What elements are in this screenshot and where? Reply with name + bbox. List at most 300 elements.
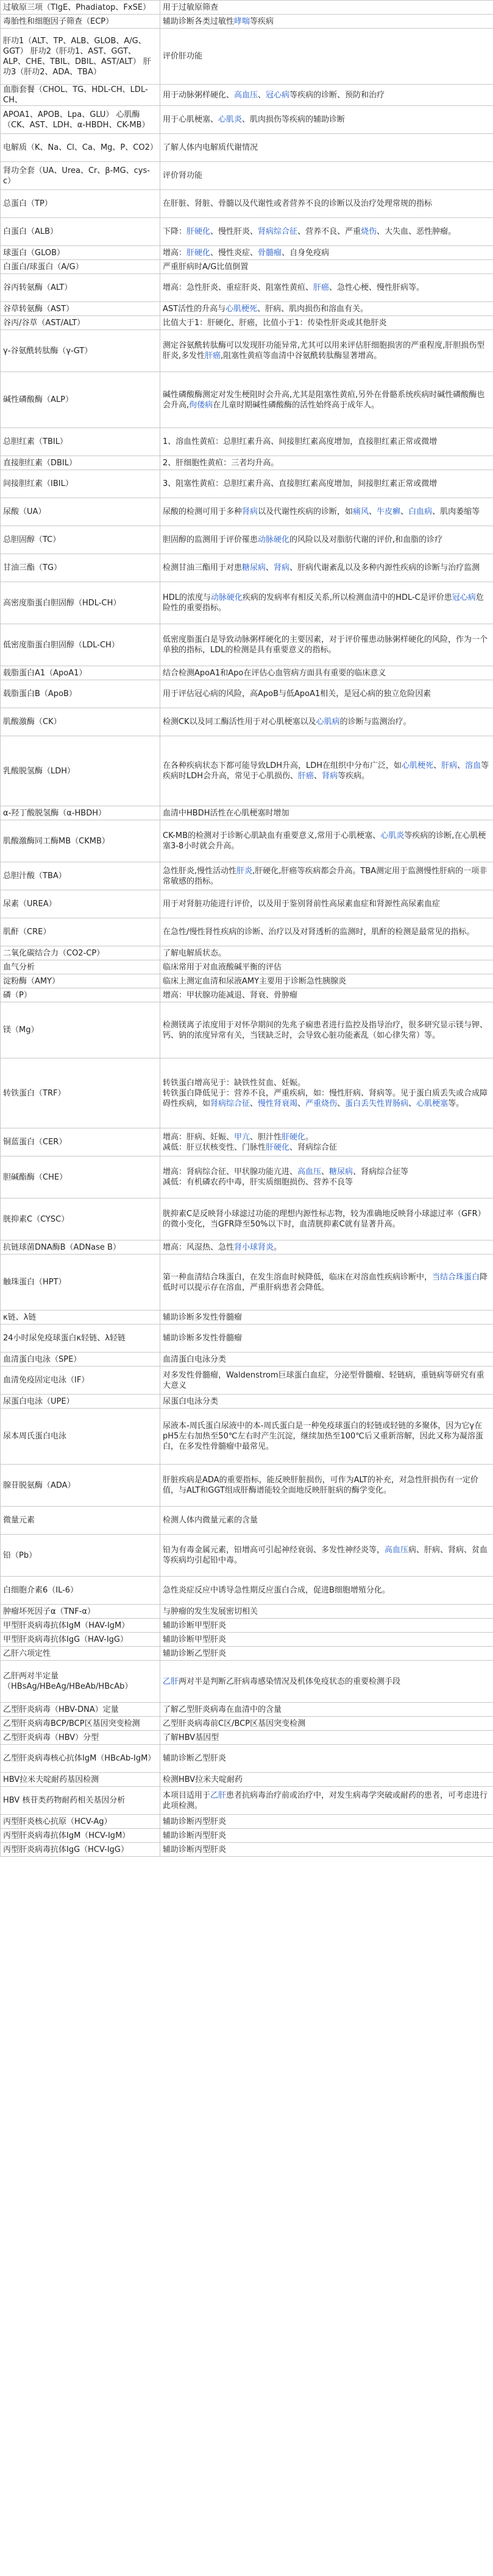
table-row: [1, 15, 493, 29]
description-text: 、: [297, 1099, 306, 1108]
description-text: 、: [433, 761, 442, 770]
test-name-cell: α-羟丁酸脱氢酶（α-HBDH）: [1, 806, 160, 820]
test-description-cell: [160, 1577, 493, 1605]
test-name-cell: 白细胞介素6（IL-6）: [1, 1577, 160, 1605]
test-description-cell: [160, 372, 493, 428]
test-description-cell: [160, 918, 493, 946]
description-text: 增高：: [163, 248, 187, 258]
table-row: [1, 554, 493, 582]
table-row: [1, 1156, 493, 1198]
test-name-cell: 血气分析: [1, 960, 160, 974]
description-text: 低密度脂蛋白是导致动脉粥样硬化的主要因素，对于评价罹患动脉粥样硬化的风险，作为一个单独的指标，LDL的检测是具有重要意义的指标。: [163, 635, 488, 655]
test-description-cell: [160, 960, 493, 974]
test-description-cell: [160, 330, 493, 372]
description-text: 碱性磷酸酶测定对发生梗阻时会升高,尤其是阻塞性黄疸,另外在骨骼系统疾病时碱性磷酸酶也会升高,: [163, 390, 485, 410]
test-name-cell: 肾功全套（UA、Urea、Cr、β-MG、cys-c）: [1, 162, 160, 190]
test-name-cell: 血清蛋白电泳（SPE）: [1, 1353, 160, 1367]
description-text: 转铁蛋白增高见于：缺铁性贫血、妊娠。 转铁蛋白降低见于：营养不良，严重疾病，如：慢性肝病、肾病等。见于蛋白质丢失或合成障碍性疾病，如: [163, 1078, 488, 1108]
description-text: 了解HBV基因型: [163, 1733, 219, 1742]
keyword-link[interactable]: 肾病综合征: [210, 1099, 250, 1108]
test-description-cell: [160, 1745, 493, 1773]
description-text: 检测人体内微量元素的含量: [163, 1516, 258, 1525]
description-text: 以及代谢性疾病的诊断，如: [258, 507, 353, 516]
description-text: 下降：: [163, 227, 187, 236]
table-row: [1, 988, 493, 1002]
table-row: [1, 1787, 493, 1815]
keyword-link[interactable]: 肝癌: [205, 351, 221, 361]
description-text: 辅助诊断丙型肝炎: [163, 1817, 227, 1826]
table-row: [1, 1465, 493, 1507]
keyword-link[interactable]: 佝偻病: [189, 400, 213, 410]
table-row: [1, 1843, 493, 1857]
test-description-cell: [160, 106, 493, 134]
test-name-cell: κ链、λ链: [1, 1311, 160, 1325]
table-row: [1, 330, 493, 372]
description-text: 辅助诊断多发性骨髓瘤: [163, 1312, 243, 1322]
keyword-link[interactable]: 白血病: [408, 507, 433, 516]
description-text: 的诊断与监测治疗。: [339, 717, 411, 727]
test-name-cell: 二氧化碳结合力（CO2-CP）: [1, 946, 160, 960]
keyword-link[interactable]: 心肌梗死: [402, 761, 434, 770]
description-text: 辅助诊断多发性骨髓瘤: [163, 1334, 243, 1343]
keyword-link[interactable]: 肝病: [441, 761, 458, 770]
keyword-link[interactable]: 溶血: [465, 761, 481, 770]
description-text: 、急性心梗、慢性肝病等。: [329, 283, 425, 292]
test-name-cell: 谷丙转氨酶（ALT）: [1, 274, 160, 302]
description-text: 用于心肌梗塞、: [163, 115, 219, 124]
test-name-cell: 甲型肝炎病毒抗体IgG（HAV-IgG）: [1, 1633, 160, 1647]
table-row: [1, 1325, 493, 1353]
test-name-cell: 镁（Mg）: [1, 1002, 160, 1058]
test-description-cell: [160, 1240, 493, 1255]
test-description-cell: [160, 1773, 493, 1787]
keyword-link[interactable]: 肾病: [242, 507, 258, 516]
description-text: 、肝病、肌肉损伤和溶血有关。: [257, 304, 369, 314]
table-row: [1, 1, 493, 15]
description-text: 。: [274, 1242, 282, 1252]
description-text: 增高：肾病综合征、甲状腺功能亢进、: [163, 1167, 298, 1177]
test-name-cell: 白蛋白/球蛋白（A/G）: [1, 260, 160, 274]
test-description-cell: [160, 1633, 493, 1647]
keyword-link[interactable]: 高血压: [234, 90, 258, 100]
description-text: 血清蛋白电泳分类: [163, 1354, 227, 1364]
description-text: 患者抗病毒治疗前或治疗中，对发生病毒学突破或耐药的患者，可考虑进行此项检测。: [163, 1790, 488, 1811]
table-row: [1, 1661, 493, 1703]
table-row: [1, 1255, 493, 1311]
description-text: 、胆汁性: [250, 1132, 282, 1142]
test-description-cell: [160, 1255, 493, 1311]
table-row: [1, 1128, 493, 1156]
description-text: 用于动脉粥样硬化、: [163, 90, 235, 100]
keyword-link[interactable]: 冠心病: [266, 90, 290, 100]
test-description-cell: [160, 1843, 493, 1857]
table-body: [1, 1, 493, 1857]
table-row: [1, 456, 493, 470]
table-row: [1, 428, 493, 456]
description-text: 在儿童时期碱性磷酸酶的活性始终高于成年人。: [213, 400, 380, 410]
description-text: 。 减低：肝豆状核变性、门脉性: [163, 1132, 314, 1152]
table-row: [1, 582, 493, 624]
keyword-link[interactable]: 慢性肾衰竭: [258, 1099, 298, 1108]
test-name-cell: 尿蛋白电泳（UPE）: [1, 1395, 160, 1409]
keyword-link[interactable]: 肝癌: [313, 283, 330, 292]
keyword-link[interactable]: 动脉硬化: [211, 593, 243, 602]
description-text: 本项目适用于: [163, 1790, 211, 1800]
test-name-cell: 乙肝两对半定量（HBsAg/HBeAg/HBeAb/HBcAb）: [1, 1661, 160, 1703]
table-row: [1, 1002, 493, 1058]
table-row: [1, 946, 493, 960]
keyword-link[interactable]: 糖尿病: [329, 1167, 353, 1177]
description-text: 、肾病综合征等 减低：有机磷农药中毒，肝实质细胞损伤、营养不良等: [163, 1167, 409, 1187]
test-description-cell: [160, 470, 493, 498]
table-row: [1, 1605, 493, 1619]
test-name-cell: HBV 核苷类药物耐药相关基因分析: [1, 1787, 160, 1815]
test-name-cell: 肿瘤坏死因子α（TNF-α）: [1, 1605, 160, 1619]
table-row: [1, 1353, 493, 1367]
description-text: 检测镁离子浓度用于对怀孕期间的先兆子痫患者进行监控及指导治疗，很多研究显示镁与钾、钙、钠的浓度异常有关，当镁缺乏时，会导致心脏功能紊乱（如心律失常）等。: [163, 1020, 488, 1040]
table-row: [1, 162, 493, 190]
table-row: [1, 1829, 493, 1843]
test-name-cell: 尿酸（UA）: [1, 498, 160, 526]
test-description-cell: [160, 1661, 493, 1703]
description-text: 、: [258, 90, 266, 100]
description-text: 辅助诊断各类过敏性: [163, 16, 235, 26]
keyword-link[interactable]: 心肌梗死: [225, 304, 258, 314]
test-description-cell: [160, 862, 493, 890]
description-text: 等疾病时LDH会升高，常见于心肌损伤、: [163, 761, 489, 781]
keyword-link[interactable]: 肾病: [274, 563, 290, 572]
test-name-cell: 总胆汁酸（TBA）: [1, 862, 160, 890]
test-name-cell: 胆碱酯酶（CHE）: [1, 1156, 160, 1198]
test-name-cell: 低密度脂蛋白胆固醇（LDL-CH）: [1, 624, 160, 666]
description-text: 急性肝炎,慢性活动性: [163, 866, 237, 876]
keyword-link[interactable]: 甲亢: [234, 1132, 250, 1142]
description-text: 、营养不良、严重: [297, 227, 361, 236]
description-text: 尿液本-周氏蛋白尿液中的本-周氏蛋白是一种免疫球蛋白的轻链或轻链的多聚体，因为它γ在pH5左右加热至50℃左右时产生沉淀，继续加热至100℃后又重新溶解，因此又称为凝溶蛋白，在多发性骨髓瘤中最常见。: [163, 1421, 483, 1451]
table-row: [1, 736, 493, 806]
description-text: 等疾病的诊断,在心肌梗塞3-8小时就会升高。: [163, 831, 486, 851]
keyword-link[interactable]: 心肌梗塞: [416, 1099, 449, 1108]
keyword-link[interactable]: 严重烧伤: [305, 1099, 338, 1108]
keyword-link[interactable]: 高血压: [385, 1546, 409, 1555]
test-name-cell: 血脂套餐（CHOL、TG、HDL-CH、LDL-CH、: [1, 85, 160, 106]
test-description-cell: [160, 498, 493, 526]
test-description-cell: [160, 15, 493, 29]
test-description-cell: [160, 260, 493, 274]
description-text: 3、阻塞性黄疸：总胆红素升高、直接胆红素高度增加，间接胆红素正常或微增: [163, 479, 438, 488]
test-name-cell: 肝功1（ALT、TP、ALB、GLOB、A/G、GGT） 肝功2（肝功1、AST、GGT、ALP、CHE、TBIL、DBIL、AST/ALT） 肝功3（肝功2、ADA、TBA）: [1, 29, 160, 85]
test-description-cell: [160, 526, 493, 554]
test-name-cell: 谷草转氨酶（AST）: [1, 302, 160, 316]
table-row: [1, 316, 493, 330]
test-name-cell: 乙型肝炎病毒核心抗体IgM（HBcAb-IgM）: [1, 1745, 160, 1773]
description-text: 铅为有毒金属元素，铅增高可引起神经衰弱、多发性神经炎等，: [163, 1546, 385, 1555]
test-name-cell: 丙型肝炎病毒抗体IgG（HCV-IgG）: [1, 1843, 160, 1857]
test-description-cell: [160, 806, 493, 820]
table-row: [1, 1535, 493, 1577]
description-text: 、: [321, 1167, 330, 1177]
test-description-cell: [160, 1605, 493, 1619]
keyword-link[interactable]: 烧伤: [361, 227, 377, 236]
description-text: 肝脏疾病是ADA的重要指标，能反映肝脏损伤，可作为ALT的补充，对急性肝损伤有一定价值，与ALT和GGT组成肝酶谱能较全面地反映肝脏病的酶学变化。: [163, 1476, 478, 1495]
description-text: ,肝硬化,肝癌等疾病都会升高。TBA测定用于监测慢性肝病的一项非常敏感的指标。: [163, 866, 488, 886]
description-text: CK-MB的检测对于诊断心肌缺血有重要意义,常用于心肌梗塞、: [163, 831, 381, 840]
keyword-link[interactable]: 蛋白丢失性胃肠病: [345, 1099, 409, 1108]
table-row: [1, 1311, 493, 1325]
keyword-link[interactable]: 心肌炎: [218, 115, 243, 124]
test-description-cell: [160, 1829, 493, 1843]
description-text: 、: [250, 1099, 258, 1108]
test-description-cell: [160, 1717, 493, 1731]
keyword-link[interactable]: 心肌炎: [380, 831, 405, 840]
test-description-cell: [160, 29, 493, 85]
description-text: 病、肝病、肾病、贫血等疾病均引起铅中毒。: [163, 1546, 488, 1565]
test-name-cell: 直接胆红素（DBIL）: [1, 456, 160, 470]
description-text: AST活性的升高与: [163, 304, 226, 314]
test-description-cell: [160, 1325, 493, 1353]
description-text: 等疾病的诊断、预防和治疗: [289, 90, 385, 100]
test-description-cell: [160, 1535, 493, 1577]
test-name-cell: γ-谷氨酰转肽酶（γ-GT）: [1, 330, 160, 372]
keyword-link[interactable]: 痛风: [353, 507, 369, 516]
test-description-cell: [160, 554, 493, 582]
table-row: [1, 1745, 493, 1773]
test-description-cell: [160, 890, 493, 918]
description-text: 、: [457, 761, 466, 770]
test-name-cell: HBV拉米夫啶耐药基因检测: [1, 1773, 160, 1787]
test-name-cell: 血清免疫固定电泳（IF）: [1, 1367, 160, 1395]
test-description-cell: [160, 1, 493, 15]
table-row: [1, 1507, 493, 1535]
keyword-link[interactable]: 高血压: [297, 1167, 322, 1177]
description-text: 检测HBV拉米夫啶耐药: [163, 1775, 243, 1784]
test-description-cell: [160, 1395, 493, 1409]
table-row: [1, 1647, 493, 1661]
description-text: 、: [314, 772, 322, 781]
test-description-cell: [160, 1353, 493, 1367]
description-text: 在各种疾病状态下都可能导致LDH升高，LDH在组织中分布广泛，如: [163, 761, 402, 770]
test-name-cell: 总胆固醇（TC）: [1, 526, 160, 554]
test-name-cell: 电解质（K、Na、Cl、Ca、Mg、P、CO2）: [1, 134, 160, 162]
table-row: [1, 1240, 493, 1255]
test-name-cell: 乙型肝炎病毒（HBV-DNA）定量: [1, 1703, 160, 1717]
test-description-cell: [160, 1815, 493, 1829]
description-text: 、慢性肝炎、: [210, 227, 258, 236]
test-name-cell: 谷丙/谷草（AST/ALT）: [1, 316, 160, 330]
description-text: 1、溶血性黄疸：总胆红素升高、间接胆红素高度增加，直接胆红素正常或微增: [163, 437, 438, 446]
description-text: 与肿瘤的发生发展密切相关: [163, 1606, 258, 1616]
test-name-cell: 丙型肝炎病毒抗体IgM（HCV-IgM）: [1, 1829, 160, 1843]
test-description-cell: [160, 736, 493, 806]
table-row: [1, 85, 493, 106]
test-description-cell: [160, 85, 493, 106]
test-name-cell: 磷（P）: [1, 988, 160, 1002]
test-name-cell: 碱性磷酸酶（ALP）: [1, 372, 160, 428]
test-description-cell: [160, 1409, 493, 1465]
description-text: 测定谷氨酰转肽酶可以发现肝功能异常,尤其可以用来评估肝细胞损害的严重程度,肝胆损伤型肝炎,多发性: [163, 341, 485, 361]
table-row: [1, 918, 493, 946]
table-row: [1, 372, 493, 428]
description-text: 、: [369, 507, 377, 516]
table-row: [1, 1395, 493, 1409]
table-row: [1, 106, 493, 134]
test-name-cell: 铜蓝蛋白（CER）: [1, 1128, 160, 1156]
test-name-cell: 高密度脂蛋白胆固醇（HDL-CH）: [1, 582, 160, 624]
keyword-link[interactable]: 肝硬化: [266, 1142, 290, 1152]
table-row: [1, 1367, 493, 1395]
test-description-cell: [160, 1128, 493, 1156]
test-description-cell: [160, 246, 493, 260]
keyword-link[interactable]: 骨髓瘤: [258, 248, 282, 258]
test-name-cell: 肌酐（CRE）: [1, 918, 160, 946]
test-name-cell: 乳酸脱氢酶（LDH）: [1, 736, 160, 806]
description-text: 增高：急性肝炎、重症肝炎、阻塞性黄疸、: [163, 283, 314, 292]
description-text: 辅助诊断丙型肝炎: [163, 1831, 227, 1840]
test-description-cell: [160, 302, 493, 316]
test-name-cell: 微量元素: [1, 1507, 160, 1535]
description-text: 结合检测ApoA1和Apo在评估心血管病方面具有重要的临床意义: [163, 668, 386, 678]
description-text: 、: [400, 507, 409, 516]
test-description-cell: [160, 456, 493, 470]
test-description-cell: [160, 1507, 493, 1535]
test-name-cell: 尿素（UREA）: [1, 890, 160, 918]
keyword-link[interactable]: 肝硬化: [186, 248, 211, 258]
test-description-cell: [160, 428, 493, 456]
description-text: 、肌肉损伤等疾病的辅助诊断: [242, 115, 346, 124]
test-name-cell: 乙型肝炎病毒（HBV）分型: [1, 1731, 160, 1745]
keyword-link[interactable]: 肝硬化: [282, 1132, 306, 1142]
table-row: [1, 134, 493, 162]
description-text: 、: [266, 563, 274, 572]
test-name-cell: 肌酸激酶（CK）: [1, 708, 160, 736]
table-row: [1, 1773, 493, 1787]
test-name-cell: 间接胆红素（IBIL）: [1, 470, 160, 498]
keyword-link[interactable]: 肾小球肾炎: [234, 1242, 274, 1252]
test-description-cell: [160, 1647, 493, 1661]
test-description-cell: [160, 1731, 493, 1745]
description-text: 了解乙型肝炎病毒在血清中的含量: [163, 1705, 282, 1714]
description-text: 辅助诊断甲型肝炎: [163, 1621, 227, 1630]
table-row: [1, 890, 493, 918]
test-name-cell: 触珠蛋白（HPT）: [1, 1255, 160, 1311]
test-name-cell: 甲型肝炎病毒抗体IgM（HAV-IgM）: [1, 1619, 160, 1633]
keyword-link[interactable]: 当结合珠蛋白: [432, 1272, 480, 1282]
test-name-cell: 肌酸激酶同工酶MB（CKMB）: [1, 820, 160, 862]
description-text: 危险性的重要指标。: [163, 593, 484, 613]
table-row: [1, 302, 493, 316]
keyword-link[interactable]: 肝炎: [236, 866, 253, 876]
test-description-cell: [160, 974, 493, 988]
keyword-link[interactable]: 肾病: [322, 772, 338, 781]
keyword-link[interactable]: 肾病综合征: [258, 227, 298, 236]
table-row: [1, 862, 493, 890]
description-text: 用于对肾脏功能进行评价，以及用于鉴别肾前性高尿素血症和肾源性高尿素血症: [163, 899, 441, 909]
test-description-cell: [160, 1465, 493, 1507]
table-row: [1, 1731, 493, 1745]
keyword-link[interactable]: 乙肝: [163, 1677, 179, 1686]
table-row: [1, 806, 493, 820]
test-description-cell: [160, 1619, 493, 1633]
test-description-cell: [160, 134, 493, 162]
description-text: 血清中HBDH活性在心肌梗塞时增加: [163, 808, 289, 818]
table-row: [1, 666, 493, 680]
keyword-link[interactable]: 肝硬化: [186, 227, 211, 236]
description-text: 急性炎症反应中诱导急性期反应蛋白合成，促进B细胞增殖分化。: [163, 1586, 390, 1595]
description-text: 增高：风湿热、急性: [163, 1242, 235, 1252]
description-text: 检测CK以及同工酶活性用于对心肌梗塞以及: [163, 717, 316, 727]
description-text: 两对半是判断乙肝病毒感染情况及机体免疫状态的重要检测手段: [179, 1677, 401, 1686]
description-text: 等疾病: [250, 16, 274, 26]
description-text: 在肝脏、肾脏、骨髓以及代谢性或者营养不良的诊断以及治疗处理常规的指标: [163, 199, 433, 208]
test-description-cell: [160, 190, 493, 218]
table-row: [1, 1058, 493, 1128]
test-name-cell: 白蛋白（ALB）: [1, 218, 160, 246]
test-name-cell: 过敏原三项（TIgE、Phadiatop、FxSE）: [1, 1, 160, 15]
table-row: [1, 29, 493, 85]
test-name-cell: 淀粉酶（AMY）: [1, 974, 160, 988]
description-text: 胱抑素C是反映肾小球滤过功能的理想内源性标志物，较为准确地反映肾小球滤过率（GFR）的微小变化，当GFR降至50%以下时，血清胱抑素C就有显著升高。: [163, 1209, 486, 1229]
test-name-cell: 胱抑素C（CYSC）: [1, 1198, 160, 1240]
table-row: [1, 1703, 493, 1717]
description-text: HDL的浓度与: [163, 593, 211, 602]
test-name-cell: 铅（Pb）: [1, 1535, 160, 1577]
table-row: [1, 680, 493, 708]
description-text: 、自身免疫病: [282, 248, 330, 258]
test-name-cell: 甘油三酯（TG）: [1, 554, 160, 582]
keyword-link[interactable]: 乙肝: [210, 1790, 227, 1800]
table-row: [1, 1198, 493, 1240]
table-row: [1, 1717, 493, 1731]
test-description-cell: [160, 1002, 493, 1058]
test-name-cell: 总蛋白（TP）: [1, 190, 160, 218]
description-text: 、大失血、恶性肿瘤。: [377, 227, 456, 236]
test-description-cell: [160, 1367, 493, 1395]
test-name-cell: 丙型肝炎核心抗原（HCV-Ag）: [1, 1815, 160, 1829]
table-row: [1, 218, 493, 246]
keyword-link[interactable]: 肝癌: [298, 772, 314, 781]
description-text: 严重肝病时A/G比值倒置: [163, 262, 249, 272]
keyword-link[interactable]: 哮喘: [234, 16, 250, 26]
description-text: 、: [337, 1099, 346, 1108]
description-text: 临床上测定血清和尿液AMY主要用于诊断急性胰腺炎: [163, 976, 347, 986]
test-description-cell: [160, 666, 493, 680]
keyword-link[interactable]: 冠心病: [452, 593, 476, 602]
test-description-cell: [160, 316, 493, 330]
test-name-cell: 球蛋白（GLOB）: [1, 246, 160, 260]
table-row: [1, 708, 493, 736]
keyword-link[interactable]: 心肌病: [316, 717, 340, 727]
keyword-link[interactable]: 牛皮癣: [377, 507, 401, 516]
test-name-cell: 乙型肝炎病毒BCP/BCP区基因突变检测: [1, 1717, 160, 1731]
description-text: 辅助诊断丙型肝炎: [163, 1845, 227, 1854]
test-description-cell: [160, 218, 493, 246]
keyword-link[interactable]: 动脉硬化: [258, 535, 290, 544]
description-text: 在急性/慢性肾性疾病的诊断、治疗以及对肾透析的监测时，肌酐的检测是最常见的指标。: [163, 927, 475, 937]
table-row: [1, 820, 493, 862]
description-text: 乙型肝炎病毒前C区/BCP区基因突变检测: [163, 1719, 306, 1728]
description-text: 增高：甲状腺功能减退、肾衰、骨肿瘤: [163, 990, 298, 1000]
description-text: 尿酸的检测可用于多种: [163, 507, 243, 516]
table-row: [1, 498, 493, 526]
description-text: 、慢性炎症、: [210, 248, 258, 258]
test-description-cell: [160, 1703, 493, 1717]
test-name-cell: 总胆红素（TBIL）: [1, 428, 160, 456]
keyword-link[interactable]: 糖尿病: [242, 563, 266, 572]
description-text: 、: [408, 1099, 417, 1108]
description-text: 、肌肉萎缩等: [432, 507, 480, 516]
description-text: 等疾病。: [338, 772, 370, 781]
test-name-cell: 载脂蛋白A1（ApoA1）: [1, 666, 160, 680]
